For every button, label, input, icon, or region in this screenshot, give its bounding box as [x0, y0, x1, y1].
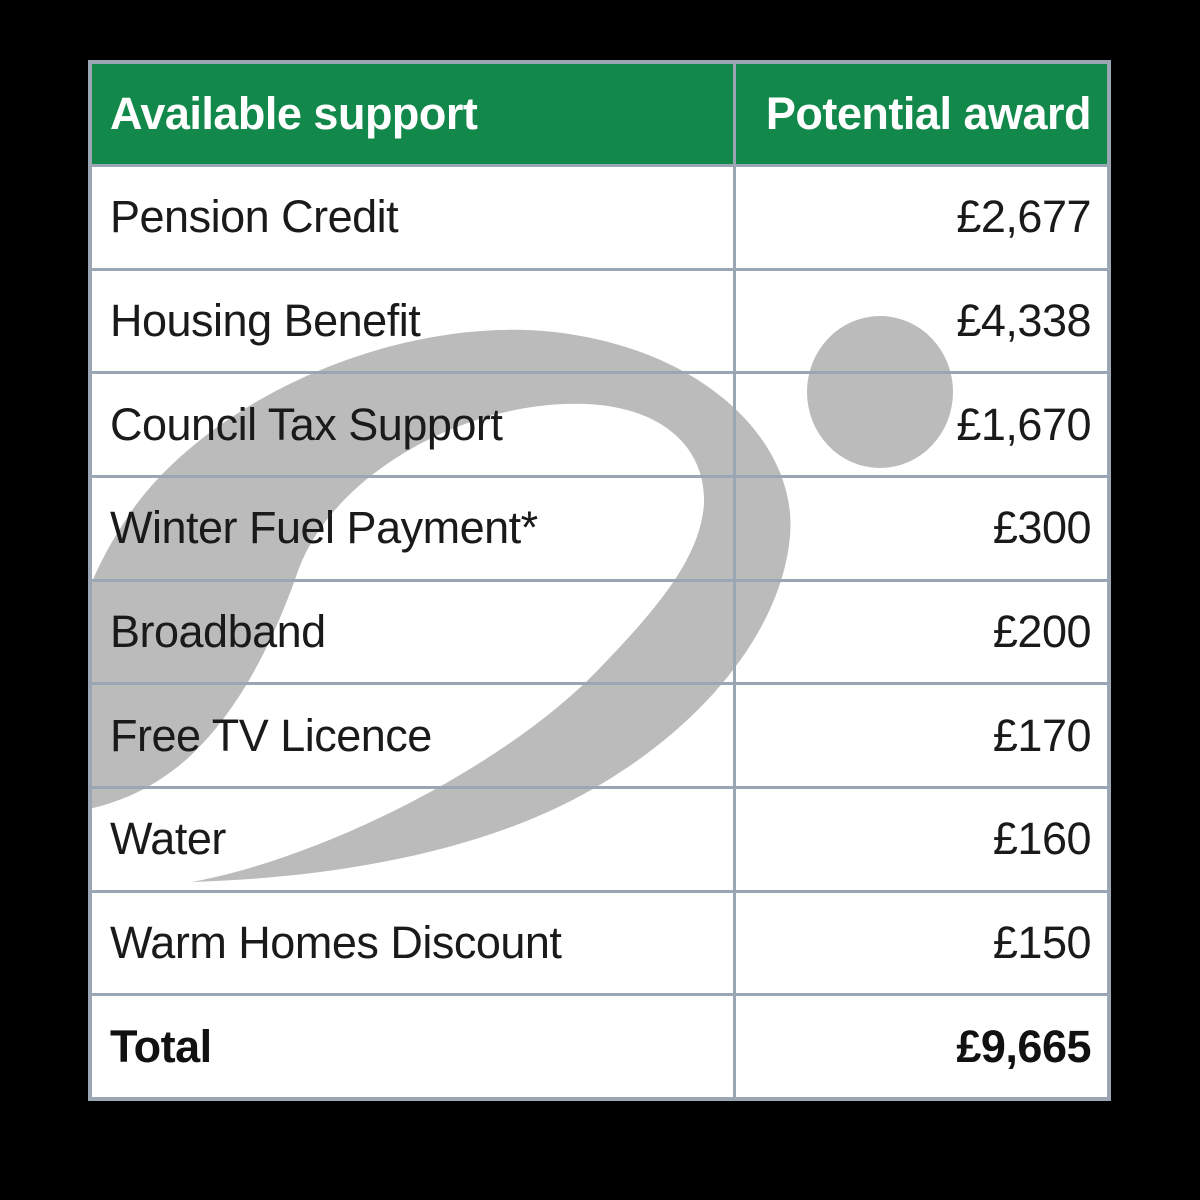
table-row: [92, 682, 1107, 786]
row-value: £2,677: [733, 167, 1107, 268]
table-row: [92, 268, 1107, 372]
row-label: Broadband: [110, 606, 326, 658]
table-row-total: [92, 993, 1107, 1097]
row-value: £300: [733, 478, 1107, 579]
table-row: [92, 579, 1107, 683]
table-header-row: [92, 64, 1107, 164]
total-value: £9,665: [733, 996, 1107, 1097]
row-label: Warm Homes Discount: [110, 917, 562, 969]
table-row: [92, 890, 1107, 994]
total-label: Total: [110, 1020, 212, 1072]
table-row: [92, 164, 1107, 268]
table-row: [92, 786, 1107, 890]
row-value: £1,670: [733, 374, 1107, 475]
row-value: £4,338: [733, 271, 1107, 372]
table-row: [92, 475, 1107, 579]
row-value: £170: [733, 685, 1107, 786]
row-label: Council Tax Support: [110, 398, 503, 450]
row-label: Winter Fuel Payment*: [110, 502, 538, 554]
table-row: [92, 371, 1107, 475]
row-label: Water: [110, 813, 226, 865]
table-grid: [92, 64, 1107, 1097]
header-available-support: Available support: [110, 88, 478, 139]
row-label: Free TV Licence: [110, 709, 432, 761]
support-table: [88, 60, 1111, 1101]
row-label: Housing Benefit: [110, 295, 421, 346]
header-potential-award: Potential award: [733, 64, 1107, 164]
row-value: £200: [733, 582, 1107, 683]
row-label: Pension Credit: [110, 191, 399, 243]
row-value: £160: [733, 789, 1107, 890]
row-value: £150: [733, 893, 1107, 994]
